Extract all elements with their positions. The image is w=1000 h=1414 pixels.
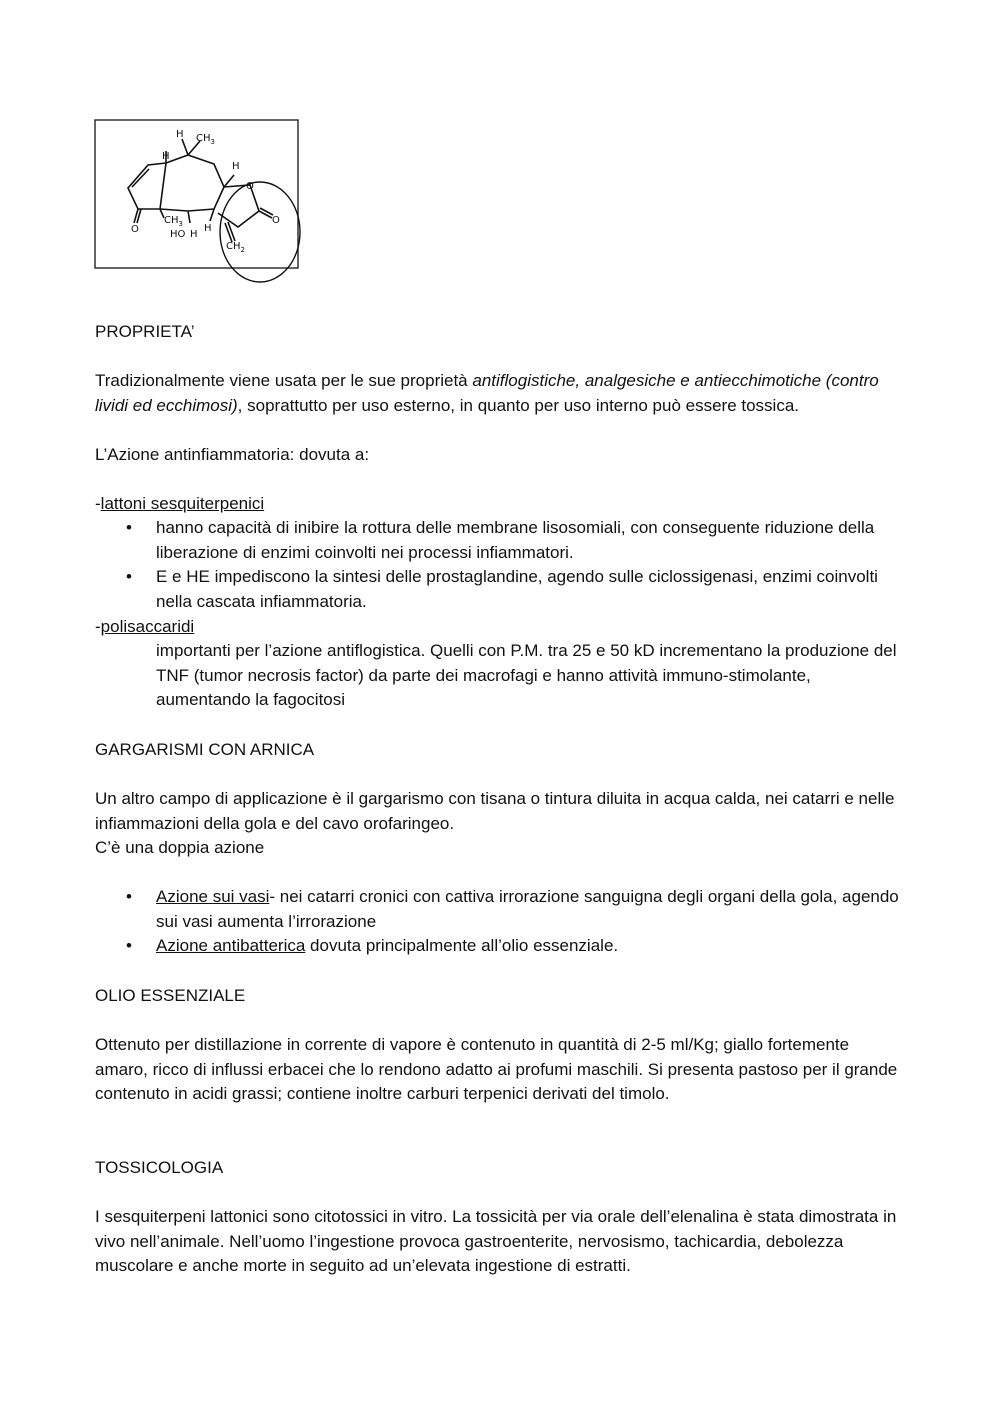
olio-paragraph: Ottenuto per distillazione in corrente di vapore è contenuto in quantità di 2-5 ml/Kg; giallo fortemente amaro, ricco di influssi erbacei che lo rendono adatto ai profumi maschili. Si presenta pastoso per il grande contenuto in acidi grassi; contiene inoltre carburi terpenici derivati del timolo. [95, 1035, 898, 1103]
polisaccaridi-subheading [95, 615, 905, 640]
label-o-carbonyl: O [272, 215, 280, 226]
azione-antinfiammatoria-line: L’Azione antinfiammatoria: dovuta a: [95, 445, 370, 464]
chemical-structure-figure [94, 117, 304, 285]
doppia-azione-line: C’è una doppia azione [95, 838, 265, 857]
heading-gargarismi: GARGARISMI CON ARNICA [95, 740, 315, 759]
molecule-labels [131, 129, 280, 254]
polisaccaridi-label: polisaccaridi [100, 617, 195, 636]
azione-vasi-text: - nei catarri cronici con cattiva irrorazione sanguigna degli organi della gola, agendo sui vasi aumenta l’irrorazione [156, 887, 899, 931]
intro-italic-properties: antiflogistiche, analgesiche e antiecchimotiche (contro lividi ed ecchimosi) [95, 371, 879, 415]
heading-proprieta: PROPRIETA’ [95, 322, 195, 341]
list-item [95, 516, 905, 565]
lattoni-label: lattoni sesquiterpenici [100, 494, 265, 513]
label-ho: HO [170, 229, 186, 240]
lattoni-subheading [95, 492, 905, 517]
label-ch3-top: $CH_3$ [196, 133, 215, 146]
azione-antibatterica-label: Azione antibatterica [156, 936, 306, 955]
gargarismi-paragraph: Un altro campo di applicazione è il gargarismo con tisana o tintura diluita in acqua calda, nei catarri e nelle infiammazioni della gola e del cavo orofaringeo. [95, 789, 895, 833]
label-o-ketone: O [131, 224, 139, 235]
list-item [95, 885, 905, 934]
list-item-text: E e HE impediscono la sintesi delle prostaglandine, agendo sulle ciclossigenasi, enzimi coinvolti nella cascata infiammatoria. [156, 567, 878, 611]
list-item [95, 565, 905, 614]
label-ch3-mid: $CH_3$ [164, 215, 183, 228]
bullet-icon: • [126, 936, 132, 955]
label-ch2: $CH_2$ [226, 241, 245, 254]
bullet-icon: • [126, 518, 132, 537]
tossicologia-paragraph: I sesquiterpeni lattonici sono citotossici in vitro. La tossicità per via orale dell’elenalina è stata dimostrata in vivo nell’animale. Nell’uomo l’ingestione provoca gastroenterite, nervosismo, tachicardia, debolezza muscolare e anche morte in seguito ad un’elevata ingestione di estratti. [95, 1207, 897, 1275]
label-h-bottom: H [190, 229, 198, 240]
heading-olio-essenziale: OLIO ESSENZIALE [95, 986, 246, 1005]
azione-antibatterica-text: dovuta principalmente all’olio essenziale. [305, 936, 619, 955]
gargarismi-bullet-list [95, 885, 905, 959]
intro-text-2: , soprattutto per uso esterno, in quanto per uso interno può essere tossica. [237, 395, 800, 415]
proprieta-intro-paragraph [95, 369, 905, 418]
label-h-top: H [176, 129, 184, 140]
lattoni-dash: - [95, 494, 101, 513]
label-h-right: H [232, 161, 240, 172]
polisaccaridi-dash: - [95, 617, 101, 636]
list-item [95, 934, 905, 959]
polisaccaridi-paragraph: importanti per l’azione antiflogistica. Quelli con P.M. tra 25 e 50 kD incrementano la produzione del TNF (tumor necrosis factor) da parte dei macrofagi e hanno attività immuno-stimolante, aumentando la fagocitosi [156, 641, 897, 709]
bullet-icon: • [126, 887, 132, 906]
label-h-bottom-right: H [204, 223, 212, 234]
intro-text-1: Tradizionalmente viene usata per le sue proprietà [95, 371, 473, 390]
bullet-icon: • [126, 567, 132, 586]
lattoni-bullet-list [95, 516, 905, 614]
heading-tossicologia: TOSSICOLOGIA [95, 1158, 224, 1177]
label-o-ring: O [246, 181, 254, 192]
label-h-left: H [162, 151, 170, 162]
list-item-text: hanno capacità di inibire la rottura delle membrane lisosomiali, con conseguente riduzione della liberazione di enzimi coinvolti nei processi infiammatori. [156, 518, 875, 562]
azione-vasi-label: Azione sui vasi [156, 887, 270, 906]
